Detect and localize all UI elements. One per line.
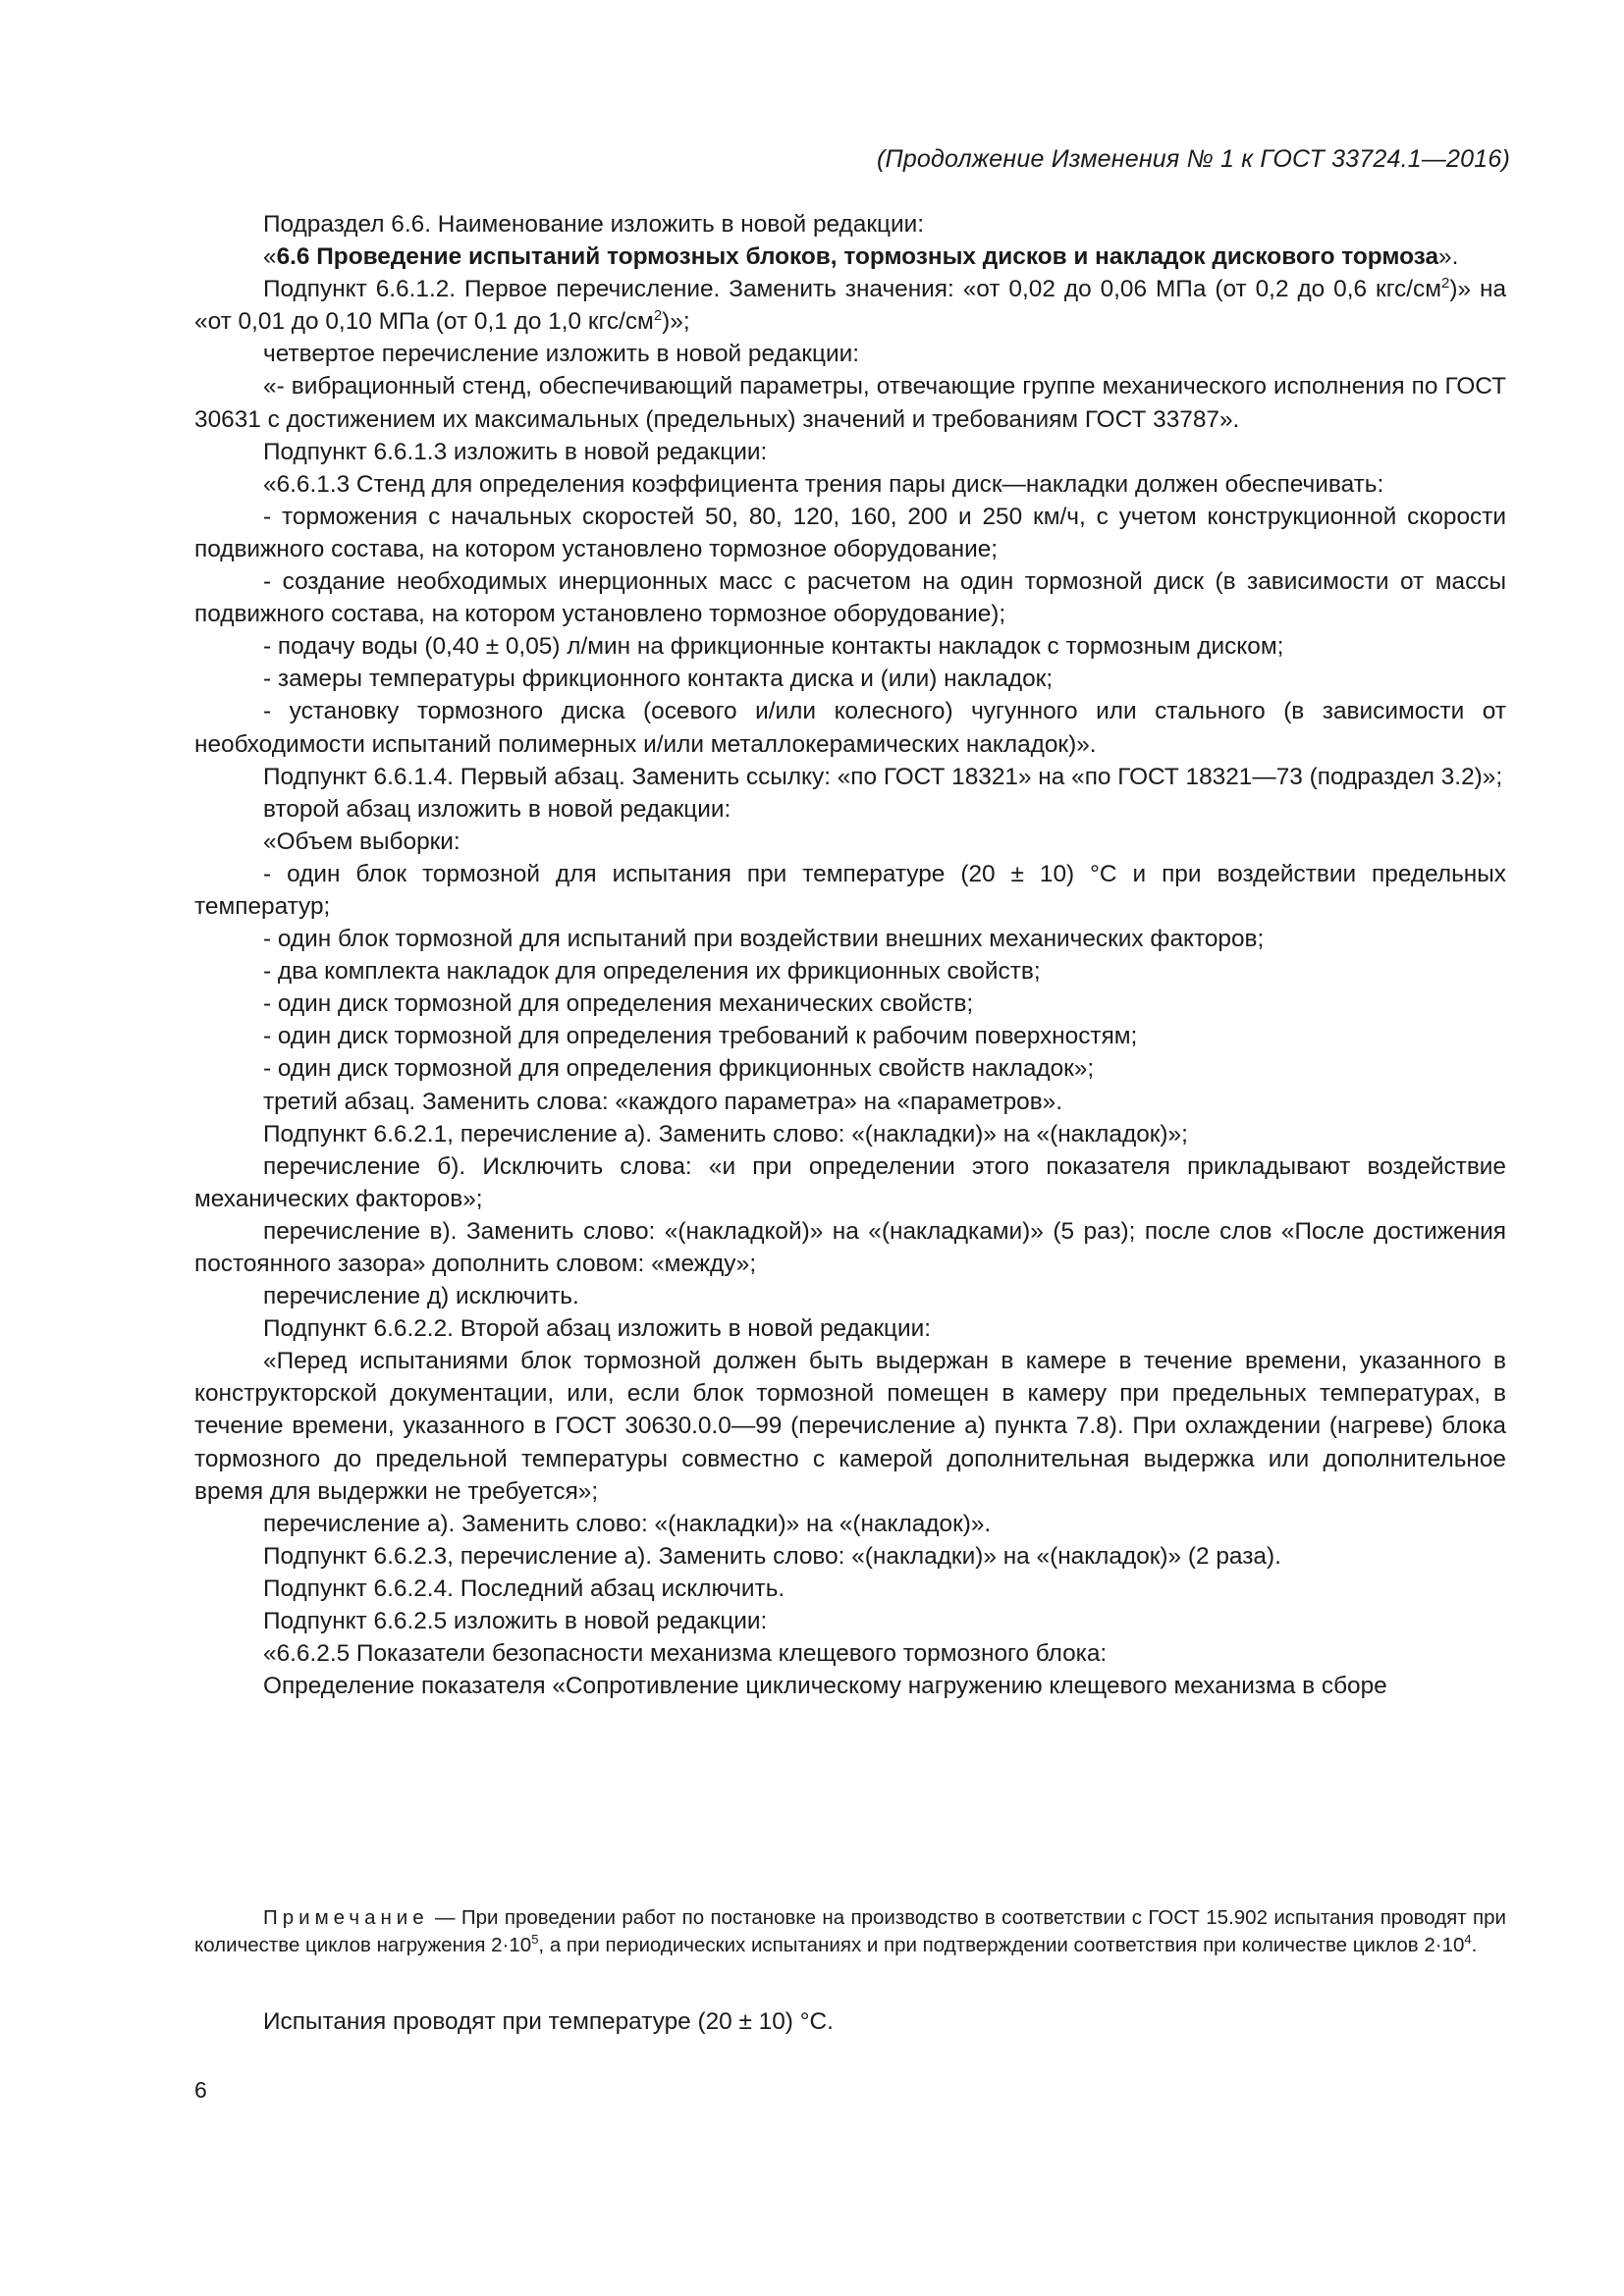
section-title-bold: 6.6 Проведение испытаний тормозных блоков, тормозных дисков и накладок дискового тормоза	[276, 243, 1439, 271]
paragraph: Подпункт 6.6.2.4. Последний абзац исключить.	[263, 1575, 785, 1602]
superscript: 5	[531, 1932, 539, 1947]
paragraph: «6.6.2.5 Показатели безопасности механизма клещевого тормозного блока:	[263, 1640, 1108, 1668]
superscript: 4	[1464, 1932, 1472, 1947]
quote-open: «	[263, 243, 277, 271]
list-item: - торможения с начальных скоростей 50, 80, 120, 160, 200 и 250 км/ч, с учетом конструкционной скорости подвижного состава, на котором установлено тормозное оборудование;	[194, 503, 1506, 562]
text-run: )» на «от 0,01 до 0,10 МПа (от 0,1 до 1,0 кгс/см	[194, 276, 1507, 336]
paragraph: Подпункт 6.6.2.3, перечисление а). Заменить слово: «(накладки)» на «(накладок)» (2 раза).	[263, 1542, 1281, 1570]
list-item: - один диск тормозной для определения фрикционных свойств накладок»;	[263, 1055, 1095, 1083]
paragraph: Испытания проводят при температуре (20 ± 10) °С.	[263, 2008, 834, 2035]
paragraph: перечисление д) исключить.	[263, 1283, 579, 1310]
note-label: Примечание	[263, 1906, 429, 1929]
text-run: )»;	[662, 308, 690, 336]
paragraph-section-title	[194, 240, 1506, 273]
paragraph: «- вибрационный стенд, обеспечивающий параметры, отвечающие группе механического исполнения по ГОСТ 30631 с достижением их максимальных (предельных) значений и требованиям ГОСТ 33787».	[194, 373, 1506, 433]
paragraph: четвертое перечисление изложить в новой редакции:	[263, 341, 859, 368]
paragraph: «Перед испытаниями блок тормозной должен быть выдержан в камере в течение времени, указанного в конструкторской документации, или, если блок тормозной помещен в камеру при предельных температурах, в течение времени, указанного в ГОСТ 30630.0.0—99 (перечисление а) пункта 7.8). При охлаждении (нагреве) блока тормозного до предельной температуры совместно с камерой дополнительная выдержка или дополнительное время для выдержки не требуется»;	[194, 1348, 1506, 1505]
paragraph: «6.6.1.3 Стенд для определения коэффициента трения пары диск—накладки должен обеспечивать:	[263, 470, 1384, 498]
superscript: 2	[1441, 275, 1450, 293]
page-number: 6	[194, 2077, 207, 2103]
list-item: - один диск тормозной для определения механических свойств;	[263, 990, 974, 1018]
final-paragraph-block	[194, 2005, 1506, 2038]
text-run: — При проведении работ по постановке на производство в соответствии с ГОСТ 15.902 испытания проводят при количестве циклов нагружения 2·10	[194, 1906, 1506, 1956]
paragraph: Подпункт 6.6.2.1, перечисление а). Заменить слово: «(накладки)» на «(накладок)»;	[263, 1120, 1188, 1148]
paragraph	[194, 273, 1506, 338]
list-item: - создание необходимых инерционных масс с расчетом на один тормозной диск (в зависимости от массы подвижного состава, на котором установлено тормозное оборудование);	[194, 568, 1506, 628]
list-item: - один блок тормозной для испытания при температуре (20 ± 10) °С и при воздействии предельных температур;	[194, 860, 1506, 920]
list-item: - подачу воды (0,40 ± 0,05) л/мин на фрикционные контакты накладок с тормозным диском;	[263, 633, 1284, 661]
text-run: , а при периодических испытаниях и при подтверждении соответствия при количестве циклов 2·10	[538, 1934, 1465, 1956]
list-item: - установку тормозного диска (осевого и/или колесного) чугунного или стального (в зависимости от необходимости испытаний полимерных и/или металлокерамических накладок)».	[194, 698, 1506, 758]
running-header: (Продолжение Изменения № 1 к ГОСТ 33724.1—2016)	[876, 145, 1510, 173]
paragraph: Подраздел 6.6. Наименование изложить в новой редакции:	[263, 211, 925, 238]
paragraph: третий абзац. Заменить слова: «каждого параметра» на «параметров».	[263, 1088, 1063, 1115]
paragraph: «Объем выборки:	[263, 828, 460, 855]
paragraph: перечисление а). Заменить слово: «(накладки)» на «(накладок)».	[263, 1510, 992, 1537]
paragraph: перечисление б). Исключить слова: «и при определении этого показателя прикладывают воздействие механических факторов»;	[194, 1152, 1506, 1212]
paragraph: Подпункт 6.6.1.4. Первый абзац. Заменить ссылку: «по ГОСТ 18321» на «по ГОСТ 18321—73 (подраздел 3.2)»;	[263, 763, 1503, 790]
paragraph: Определение показателя «Сопротивление циклическому нагружению клещевого механизма в сборе	[263, 1673, 1387, 1700]
list-item: - один блок тормозной для испытаний при воздействии внешних механических факторов;	[263, 926, 1265, 953]
paragraph: Подпункт 6.6.1.3 изложить в новой редакции:	[263, 438, 768, 465]
paragraph: Подпункт 6.6.2.5 изложить в новой редакции:	[263, 1608, 768, 1635]
quote-close: ».	[1438, 243, 1459, 271]
document-body	[194, 208, 1506, 1702]
list-item: - замеры температуры фрикционного контакта диска и (или) накладок;	[263, 666, 1054, 693]
paragraph: Подпункт 6.6.2.2. Второй абзац изложить в новой редакции:	[263, 1315, 932, 1343]
paragraph: второй абзац изложить в новой редакции:	[263, 795, 731, 823]
note-paragraph	[194, 1904, 1506, 1959]
list-item: - один диск тормозной для определения требований к рабочим поверхностям;	[263, 1023, 1138, 1050]
text-run: .	[1471, 1934, 1478, 1956]
text-run: Подпункт 6.6.1.2. Первое перечисление. Заменить значения: «от 0,02 до 0,06 МПа (от 0,2 до 0,6 кгс/см	[263, 276, 1441, 303]
note-block	[194, 1904, 1506, 1959]
paragraph: перечисление в). Заменить слово: «(накладкой)» на «(накладками)» (5 раз); после слов «После достижения постоянного зазора» дополнить словом: «между»;	[194, 1217, 1506, 1277]
superscript: 2	[653, 307, 663, 325]
list-item: - два комплекта накладок для определения их фрикционных свойств;	[263, 958, 1041, 986]
